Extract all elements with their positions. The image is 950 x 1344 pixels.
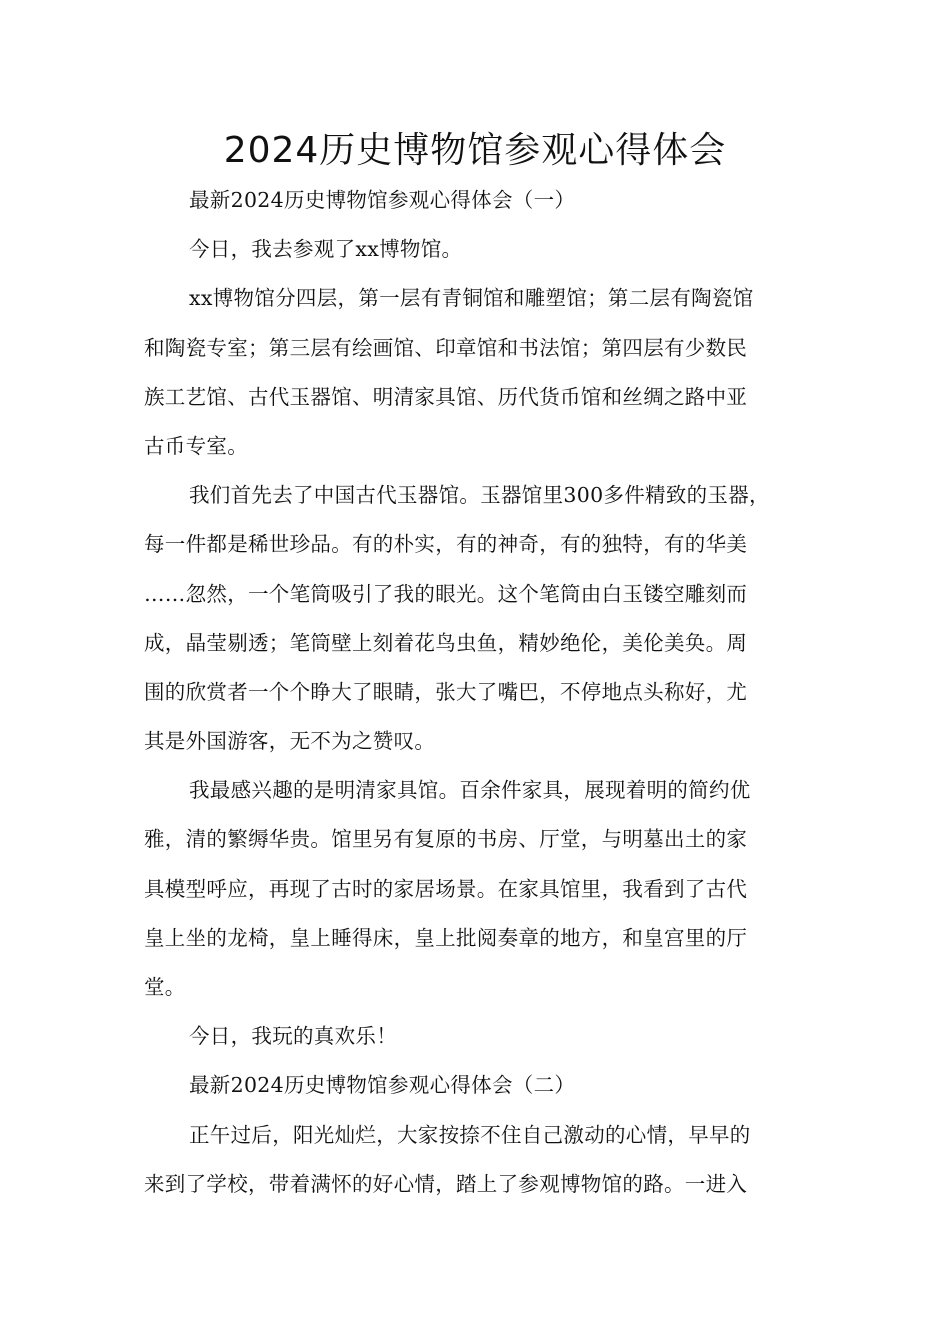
text-line: 每一件都是稀世珍品。有的朴实，有的神奇，有的独特，有的华美 [144,532,748,557]
text-line: 成，晶莹剔透；笔筒壁上刻着花鸟虫鱼，精妙绝伦，美伦美奂。周 [144,630,748,655]
text-line: ……忽然，一个笔筒吸引了我的眼光。这个笔筒由白玉镂空雕刻而 [144,581,748,606]
text-line: 古币专室。 [144,433,248,458]
text-line: xx博物馆分四层，第一层有青铜馆和雕塑馆；第二层有陶瓷馆 [189,286,754,311]
text-line: 我最感兴趣的是明清家具馆。百余件家具，展现着明的简约优 [189,778,751,803]
text-line: 今日，我玩的真欢乐！ [189,1024,397,1049]
text-line: 今日，我去参观了xx博物馆。 [189,237,463,262]
text-line: 正午过后，阳光灿烂，大家按捺不住自己激动的心情，早早的 [189,1122,751,1147]
document-title: 2024历史博物馆参观心得体会 [223,130,727,171]
text-line: 雅，清的繁缛华贵。馆里另有复原的书房、厅堂，与明墓出土的家 [144,827,748,852]
text-line: 和陶瓷专室；第三层有绘画馆、印章馆和书法馆；第四层有少数民 [144,335,748,360]
text-line: 来到了学校，带着满怀的好心情，踏上了参观博物馆的路。一进入 [144,1171,748,1196]
text-line: 最新2024历史博物馆参观心得体会（二） [189,1073,576,1098]
text-line: 其是外国游客，无不为之赞叹。 [144,729,436,754]
text-line: 最新2024历史博物馆参观心得体会（一） [189,188,576,212]
text-line: 具模型呼应，再现了古时的家居场景。在家具馆里，我看到了古代 [144,876,748,901]
text-line: 族工艺馆、古代玉器馆、明清家具馆、历代货币馆和丝绸之路中亚 [144,384,748,409]
text-line: 我们首先去了中国古代玉器馆。玉器馆里300多件精致的玉器， [189,483,770,508]
text-line: 堂。 [144,975,186,999]
text-line: 皇上坐的龙椅，皇上睡得床，皇上批阅奏章的地方，和皇宫里的厅 [144,925,748,950]
text-line: 围的欣赏者一个个睁大了眼睛，张大了嘴巴，不停地点头称好，尤 [144,679,748,704]
document-body [144,176,808,1209]
